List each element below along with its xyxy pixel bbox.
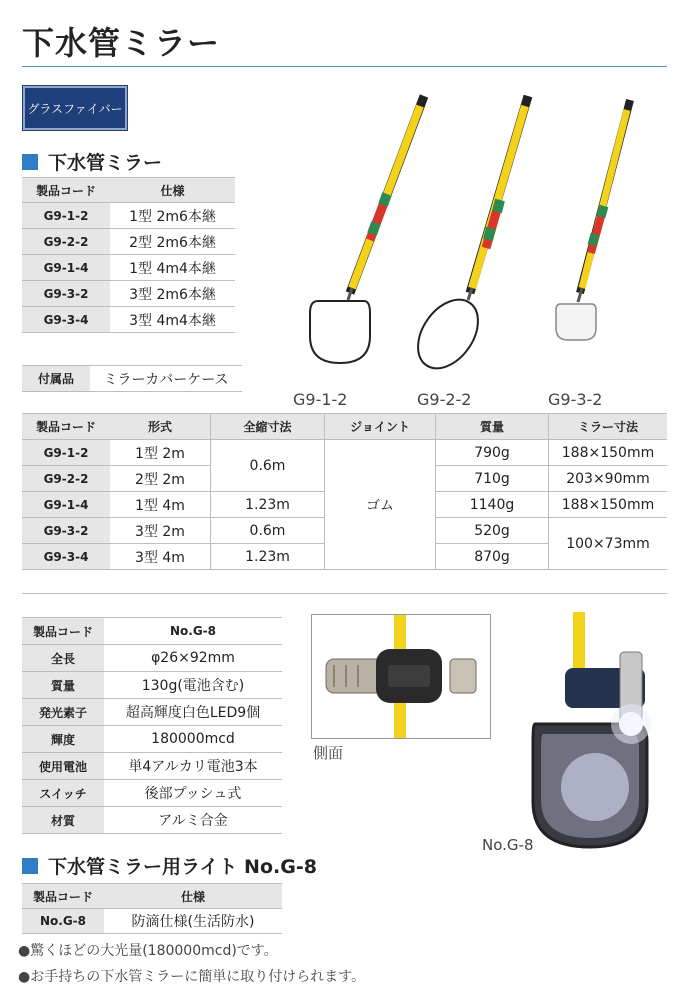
- table-row: [22, 281, 235, 307]
- light-spec-table: [22, 617, 282, 834]
- table-row: [22, 780, 282, 807]
- spec-value: 3型 4m4本継: [129, 312, 216, 329]
- detail-weight: 870g: [436, 544, 549, 570]
- product-illustration: [290, 88, 670, 378]
- detail-collapsed: 0.6m: [211, 518, 325, 544]
- light-spec-value: 後部プッシュ式: [104, 780, 282, 807]
- detail-code: G9-2-2: [22, 466, 110, 492]
- spec-value: 2型 2m6本継: [129, 234, 216, 251]
- detail-collapsed: 1.23m: [211, 492, 325, 518]
- detail-header: ミラー寸法: [549, 414, 668, 440]
- light-spec-label: 輝度: [22, 726, 104, 753]
- category-badge: グラスファイバー: [23, 86, 127, 130]
- detail-weight: 710g: [436, 466, 549, 492]
- light-model-spec: 防滴仕様(生活防水): [104, 909, 282, 934]
- detail-header: 全縮寸法: [211, 414, 325, 440]
- light-spec-label: 製品コード: [22, 618, 104, 645]
- section-heading-text: 下水管ミラー: [48, 152, 163, 174]
- detail-type: 2型 2m: [110, 466, 211, 492]
- accessory-label: 付属品: [22, 366, 90, 392]
- spec-code: G9-1-2: [22, 203, 110, 229]
- table-row: [22, 440, 667, 466]
- detail-header: 質量: [436, 414, 549, 440]
- detail-type: 1型 2m: [110, 440, 211, 466]
- detail-type: 3型 4m: [110, 544, 211, 570]
- detail-table: [22, 413, 667, 570]
- mirror-pole-g9-2-2: [406, 96, 528, 378]
- light-spec-value: 180000mcd: [104, 726, 282, 753]
- detail-mirror: 188×150mm: [549, 492, 668, 518]
- light-spec-value: No.G-8: [104, 618, 282, 645]
- section-heading-text: 下水管ミラー用ライト No.G-8: [48, 856, 317, 878]
- detail-code: G9-1-2: [22, 440, 110, 466]
- mirror-pole-g9-1-2: [310, 96, 424, 363]
- detail-code: G9-1-4: [22, 492, 110, 518]
- light-model-table: [22, 883, 282, 934]
- detail-mirror: 188×150mm: [549, 440, 668, 466]
- section-heading-mirror: [22, 148, 162, 175]
- detail-type: 3型 2m: [110, 518, 211, 544]
- detail-header: 形式: [110, 414, 211, 440]
- detail-header: 製品コード: [22, 414, 110, 440]
- spec-code: G9-3-2: [22, 281, 110, 307]
- spec-table: [22, 177, 235, 333]
- light-spec-value: 超高輝度白色LED9個: [104, 699, 282, 726]
- light-spec-label: 発光素子: [22, 699, 104, 726]
- table-row: [22, 645, 282, 672]
- table-row: [22, 807, 282, 834]
- section-bullet: [22, 154, 38, 170]
- table-row: [22, 726, 282, 753]
- detail-weight: 1140g: [436, 492, 549, 518]
- detail-collapsed: 0.6m: [211, 440, 325, 492]
- detail-weight: 790g: [436, 440, 549, 466]
- spec-code: G9-1-4: [22, 255, 110, 281]
- note-item: ●驚くほどの大光量(180000mcd)です。: [18, 943, 278, 959]
- side-view-caption: 側面: [313, 744, 344, 762]
- caption-g9-1-2: G9-1-2: [293, 390, 348, 409]
- light-spec-value: 130g(電池含む): [104, 672, 282, 699]
- table-row: [22, 366, 242, 392]
- light-model-code: No.G-8: [22, 909, 104, 934]
- light-spec-label: 全長: [22, 645, 104, 672]
- table-row: [22, 753, 282, 780]
- detail-code: G9-3-4: [22, 544, 110, 570]
- spec-code: G9-2-2: [22, 229, 110, 255]
- detail-mirror: 203×90mm: [549, 466, 668, 492]
- light-spec-label: 質量: [22, 672, 104, 699]
- detail-joint: ゴム: [325, 440, 436, 570]
- table-row: [22, 203, 235, 229]
- light-model-header: 仕様: [104, 884, 282, 909]
- detail-code: G9-3-2: [22, 518, 110, 544]
- title-divider: [22, 66, 667, 67]
- light-spec-label: 材質: [22, 807, 104, 834]
- spec-header-code: 製品コード: [22, 178, 110, 203]
- caption-g9-2-2: G9-2-2: [417, 390, 472, 409]
- detail-header: ジョイント: [325, 414, 436, 440]
- spec-header-spec: 仕様: [110, 178, 235, 203]
- spec-value: 1型 2m6本継: [129, 208, 216, 225]
- light-spec-value: アルミ合金: [104, 807, 282, 834]
- table-row: [22, 672, 282, 699]
- light-spec-value: 単4アルカリ電池3本: [104, 753, 282, 780]
- spec-code: G9-3-4: [22, 307, 110, 333]
- detail-weight: 520g: [436, 518, 549, 544]
- table-row: [22, 618, 282, 645]
- section-heading-light: [22, 852, 317, 879]
- light-model-header: 製品コード: [22, 884, 104, 909]
- table-row: [22, 229, 235, 255]
- detail-type: 1型 4m: [110, 492, 211, 518]
- light-spec-value: φ26×92mm: [104, 645, 282, 672]
- mirror-pole-g9-3-2: [556, 100, 630, 340]
- page-title: 下水管ミラー: [22, 24, 221, 62]
- caption-g9-3-2: G9-3-2: [548, 390, 603, 409]
- spec-value: 1型 4m4本継: [129, 260, 216, 277]
- light-spec-label: 使用電池: [22, 753, 104, 780]
- detail-collapsed: 1.23m: [211, 544, 325, 570]
- accessory-table: [22, 365, 242, 392]
- light-spec-label: スイッチ: [22, 780, 104, 807]
- table-row: [22, 255, 235, 281]
- section-bullet: [22, 858, 38, 874]
- detail-mirror: 100×73mm: [549, 518, 668, 570]
- spec-value: 3型 2m6本継: [129, 286, 216, 303]
- table-row: [22, 909, 282, 934]
- side-view-photo: [311, 614, 491, 739]
- table-row: [22, 307, 235, 333]
- accessory-value: ミラーカバーケース: [90, 366, 242, 392]
- table-row: [22, 699, 282, 726]
- section-divider: [22, 593, 667, 594]
- light-mounted-photo: [525, 612, 675, 852]
- light-caption: No.G-8: [482, 836, 534, 854]
- note-item: ●お手持ちの下水管ミラーに簡単に取り付けられます。: [18, 969, 366, 985]
